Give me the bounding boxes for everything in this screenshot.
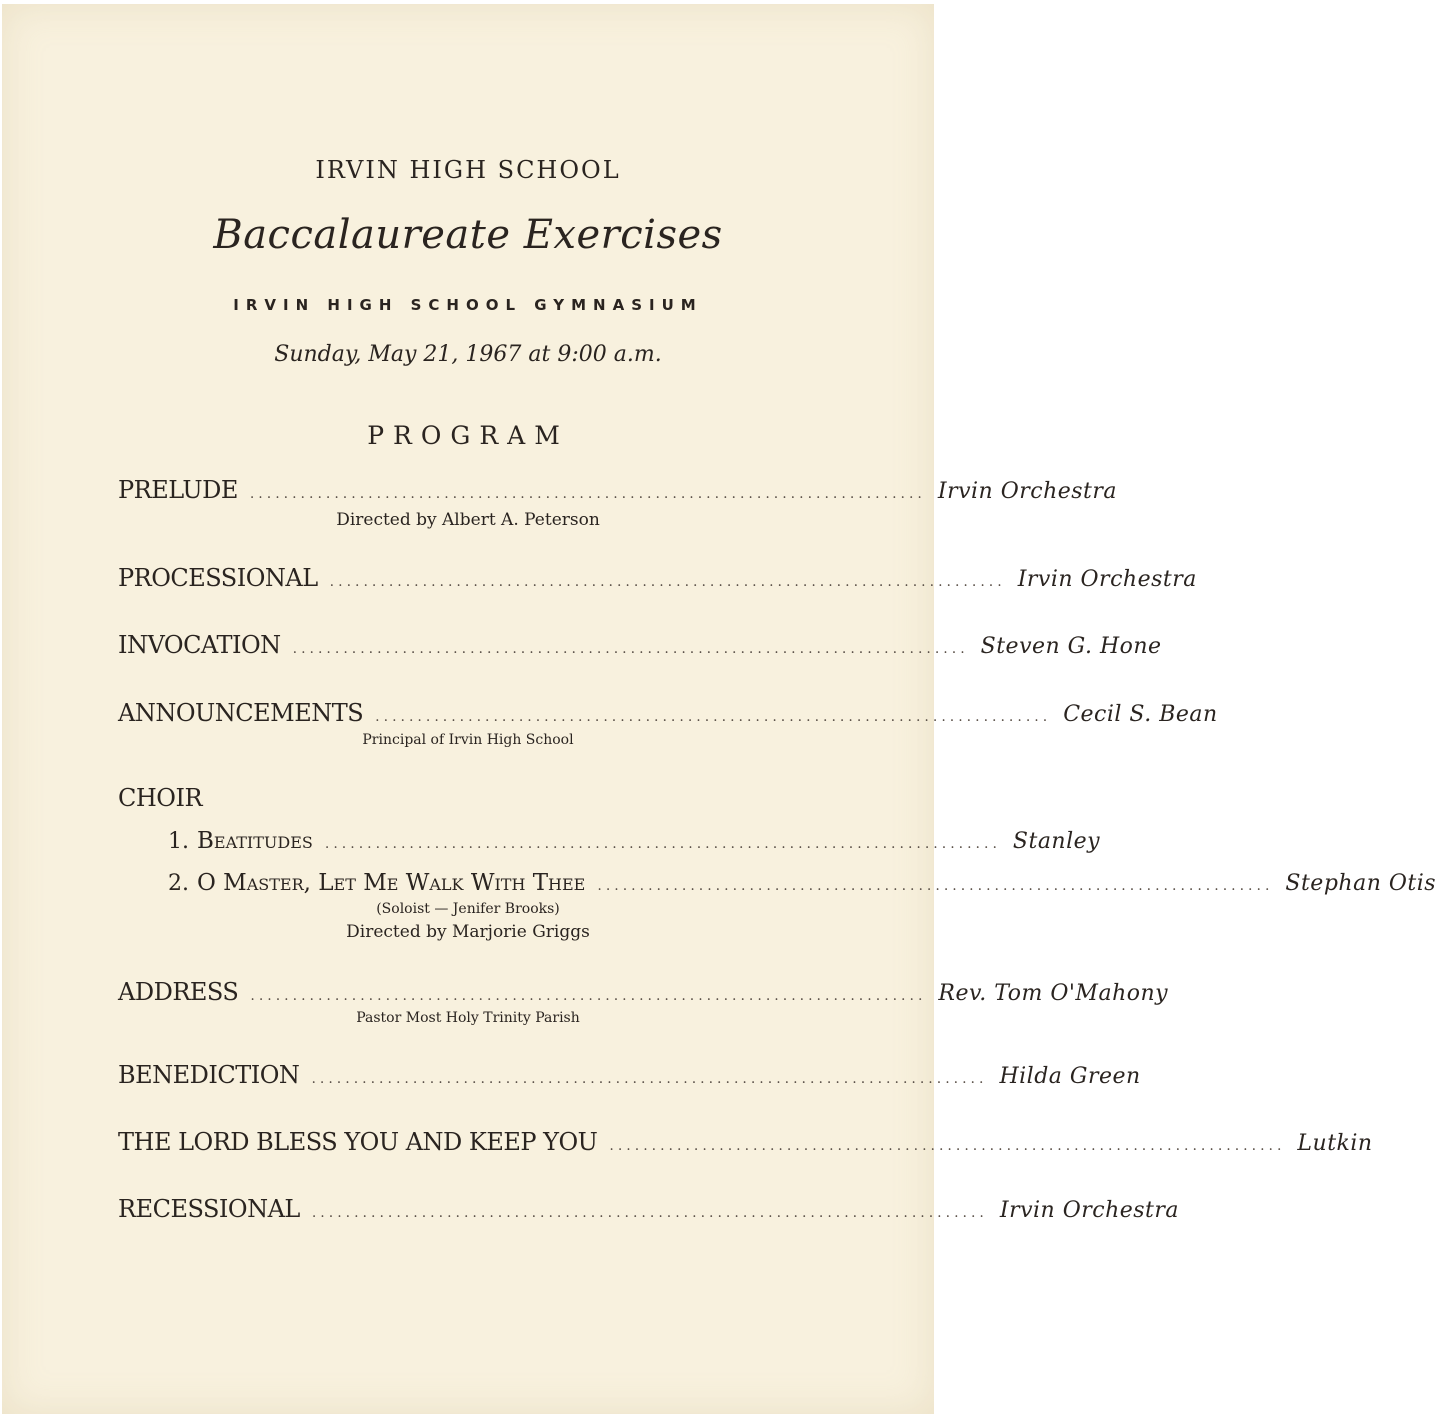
song-title: Beatitudes bbox=[197, 828, 313, 854]
program-item: ANNOUNCEMENTS bbox=[118, 699, 364, 727]
program-item: CHOIR bbox=[118, 784, 203, 812]
program-row-recessional bbox=[118, 1195, 1180, 1223]
venue: IRVIN HIGH SCHOOL GYMNASIUM bbox=[233, 296, 703, 314]
program-item: ADDRESS bbox=[118, 978, 239, 1006]
song-composer: Stanley bbox=[1012, 829, 1101, 854]
dot-leader: ................................................................................ bbox=[375, 709, 1052, 725]
program-item: PRELUDE bbox=[118, 476, 238, 504]
program-heading: PROGRAM bbox=[367, 421, 569, 450]
program-row-benediction bbox=[118, 1061, 1141, 1089]
event-date: Sunday, May 21, 1967 at 9:00 a.m. bbox=[274, 342, 662, 367]
dot-leader: ................................................................................ bbox=[609, 1138, 1286, 1154]
address-note: Pastor Most Holy Trinity Parish bbox=[356, 1010, 580, 1026]
program-item: PROCESSIONAL bbox=[118, 564, 318, 592]
program-performer: Irvin Orchestra bbox=[1017, 567, 1197, 592]
soloist-note: (Soloist — Jenifer Brooks) bbox=[376, 901, 560, 917]
program-performer: Cecil S. Bean bbox=[1063, 702, 1218, 727]
dot-leader: ................................................................................ bbox=[292, 641, 969, 657]
choir-director-note: Directed by Marjorie Griggs bbox=[346, 922, 590, 942]
program-row-processional bbox=[118, 564, 1197, 592]
program-performer: Hilda Green bbox=[999, 1064, 1141, 1089]
program-performer: Irvin Orchestra bbox=[999, 1198, 1180, 1223]
choir-song-2 bbox=[168, 870, 1436, 896]
program-performer: Rev. Tom O'Mahony bbox=[938, 981, 1169, 1006]
dot-leader: ................................................................................ bbox=[311, 1071, 988, 1087]
dot-leader: ................................................................................ bbox=[311, 1205, 988, 1221]
program-item: INVOCATION bbox=[118, 631, 281, 659]
program-performer: Irvin Orchestra bbox=[937, 479, 1118, 504]
dot-leader: ................................................................................ bbox=[597, 878, 1274, 894]
dot-leader: ................................................................................ bbox=[329, 574, 1006, 590]
program-item: RECESSIONAL bbox=[118, 1195, 300, 1223]
program-row-address bbox=[118, 978, 1169, 1006]
event-title: Baccalaureate Exercises bbox=[213, 212, 723, 258]
program-row-announcements bbox=[118, 699, 1218, 727]
program-sheet bbox=[2, 4, 1436, 1414]
song-number: 1. bbox=[168, 829, 189, 854]
school-name: IRVIN HIGH SCHOOL bbox=[315, 156, 621, 184]
prelude-note: Directed by Albert A. Peterson bbox=[336, 510, 600, 530]
program-item: THE LORD BLESS YOU AND KEEP YOU bbox=[118, 1128, 598, 1156]
song-composer: Stephan Otis bbox=[1285, 871, 1436, 896]
program-item: BENEDICTION bbox=[118, 1061, 300, 1089]
choir-song-1 bbox=[168, 828, 1101, 854]
dot-leader: ................................................................................ bbox=[249, 486, 926, 502]
song-title: O Master, Let Me Walk With Thee bbox=[197, 870, 586, 896]
program-row-invocation bbox=[118, 631, 1162, 659]
dot-leader: ................................................................................ bbox=[324, 836, 1001, 852]
program-row-choir bbox=[118, 784, 202, 812]
program-performer: Steven G. Hone bbox=[980, 634, 1162, 659]
dot-leader: ................................................................................ bbox=[250, 988, 927, 1004]
program-row-blessing bbox=[118, 1128, 1373, 1156]
program-performer: Lutkin bbox=[1297, 1131, 1373, 1156]
song-number: 2. bbox=[168, 871, 189, 896]
program-row-prelude bbox=[118, 476, 1118, 504]
announcements-note: Principal of Irvin High School bbox=[362, 732, 574, 748]
